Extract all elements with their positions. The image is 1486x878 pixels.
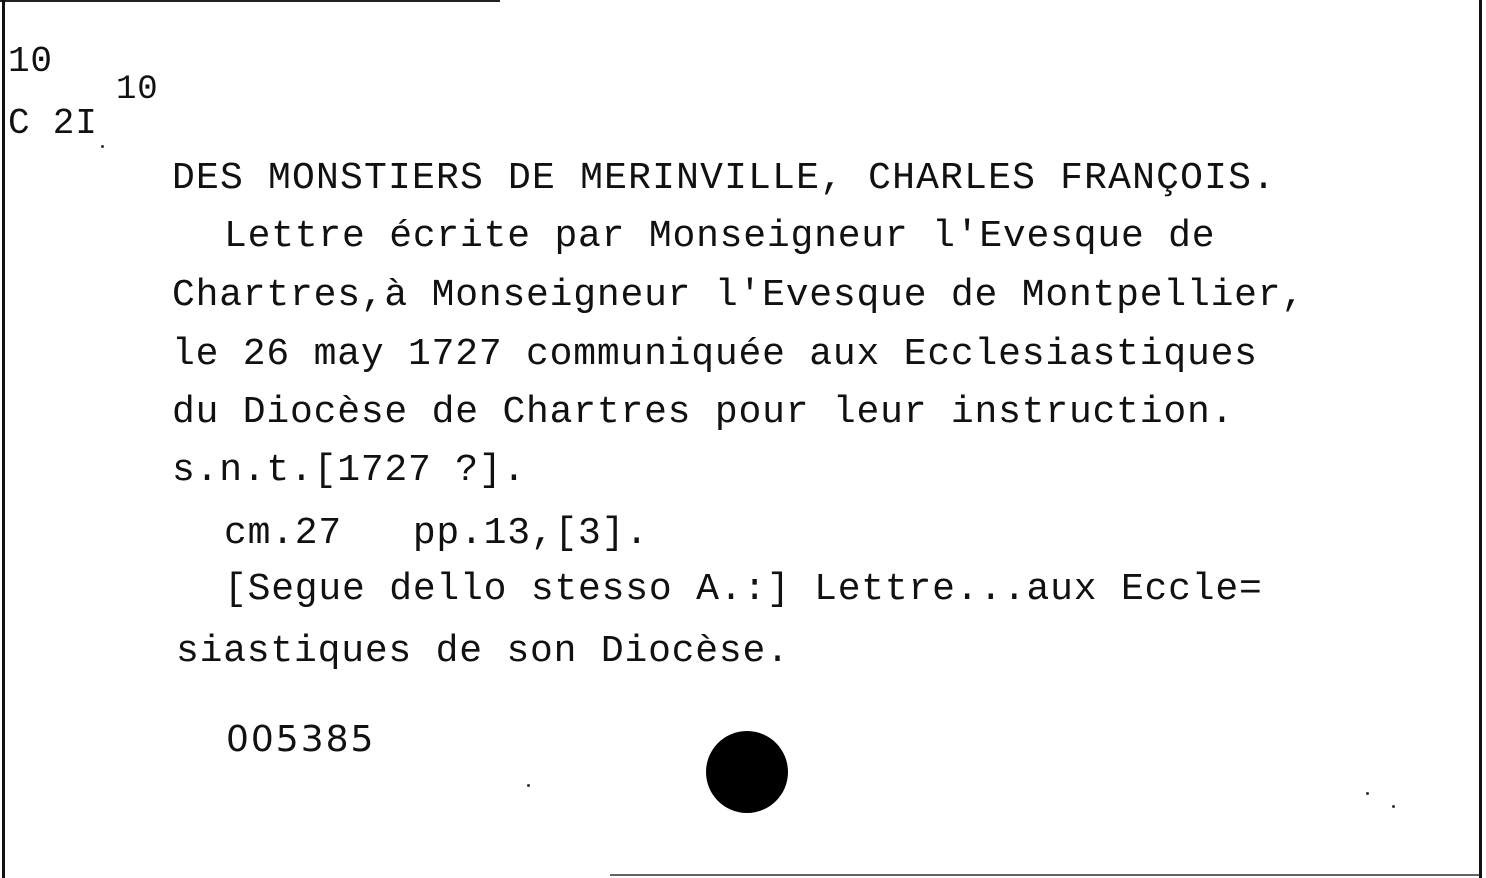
title-line-1: Lettre écrite par Monseigneur l'Evesque de [224,215,1216,258]
serial-number: 005385 [226,719,376,760]
speck-mark [101,145,104,148]
author-heading: DES MONSTIERS DE MERINVILLE, CHARLES FRANÇOIS. [172,157,1277,200]
punch-hole-dot [706,731,788,813]
speck-mark [1392,805,1395,808]
shelfmark-line-1: 10 [8,41,53,82]
speck-mark [1366,792,1369,795]
note-line-1: [Segue dello stesso A.:] Lettre...aux Eccle= [224,568,1263,611]
imprint: s.n.t.[1727 ?]. [172,449,527,492]
title-line-2: Chartres,à Monseigneur l'Evesque de Montpellier, [172,274,1305,317]
shelfmark-line-2: C 2I [8,103,98,144]
card-top-edge [0,0,500,2]
card-right-edge [1479,0,1482,878]
shelfmark-superscript: 10 [116,71,159,109]
card-bottom-edge [610,874,1480,876]
title-line-4: du Diocèse de Chartres pour leur instruction. [172,391,1235,434]
physical-description: cm.27 pp.13,[3]. [224,512,649,555]
card-left-edge [2,0,5,878]
note-line-2: siastiques de son Diocèse. [176,630,790,673]
title-line-3: le 26 may 1727 communiquée aux Ecclesiastiques [172,333,1258,376]
speck-mark [527,784,530,787]
